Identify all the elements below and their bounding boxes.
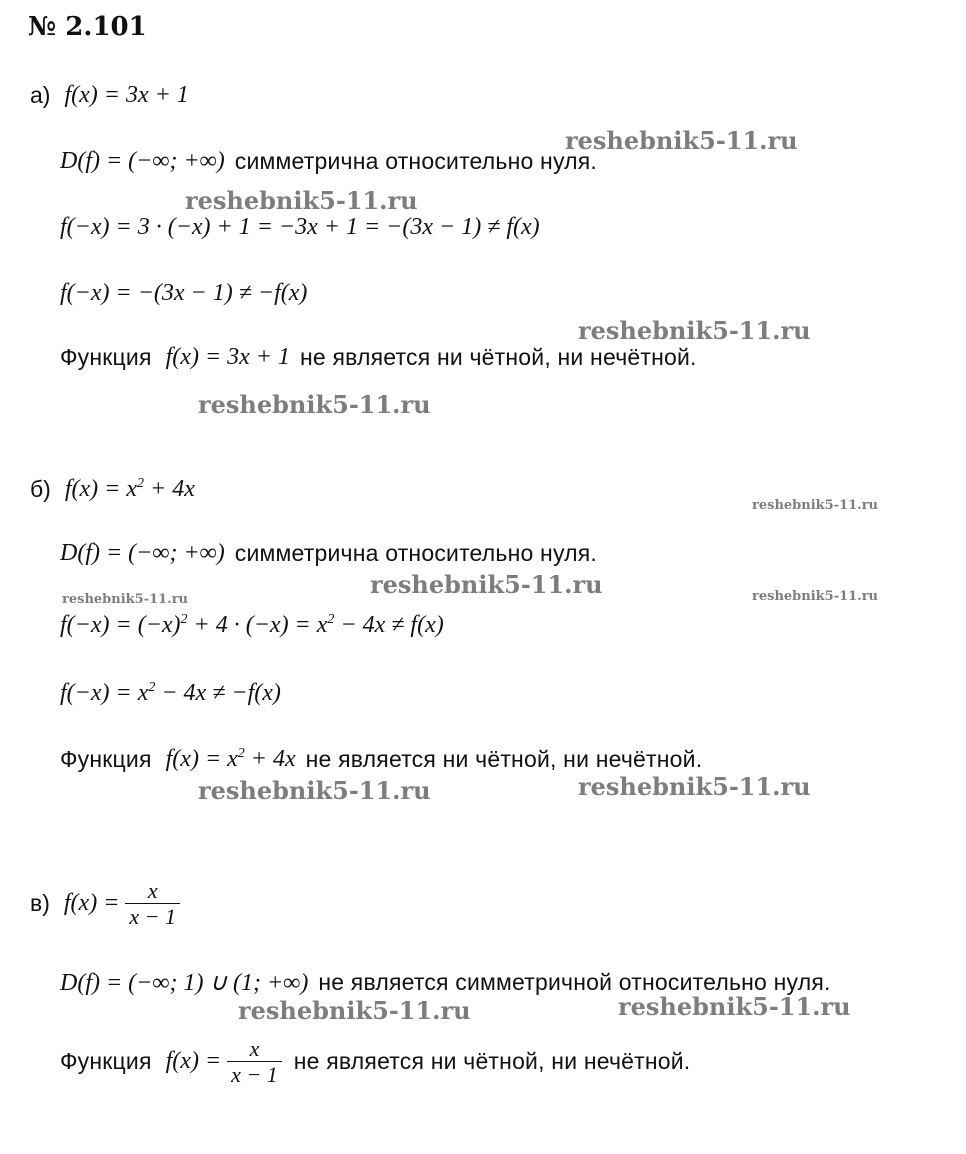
part-c-domain-text: не является симметричной относительно нуля. bbox=[318, 969, 831, 995]
part-a-concl-pre: Функция bbox=[60, 344, 152, 370]
part-a-concl-math: f(x) = 3x + 1 bbox=[165, 344, 290, 370]
watermark: reshebnik5-11.ru bbox=[198, 390, 431, 419]
part-a-label: а) bbox=[30, 82, 51, 108]
part-a-line1: f(−x) = 3 · (−x) + 1 = −3x + 1 = −(3x − 1) ≠ f(x) bbox=[60, 214, 540, 240]
part-b-line2-a: f(−x) = x bbox=[60, 680, 149, 706]
part-b-domain-math: D(f) = (−∞; +∞) bbox=[60, 540, 225, 566]
watermark: reshebnik5-11.ru bbox=[752, 589, 879, 604]
part-b-line1-a: f(−x) = (−x) bbox=[60, 612, 181, 638]
part-b-header bbox=[30, 476, 195, 503]
part-c-func-lhs: f(x) = bbox=[63, 890, 120, 917]
part-b-line1-sup: 2 bbox=[180, 612, 188, 627]
part-b-func-base: f(x) = x bbox=[64, 476, 137, 502]
part-a-domain-text: симметрична относительно нуля. bbox=[234, 148, 598, 174]
part-b-conclusion bbox=[60, 746, 702, 773]
part-b-line2 bbox=[60, 680, 281, 707]
watermark: reshebnik5-11.ru bbox=[62, 592, 189, 607]
part-b-label: б) bbox=[30, 476, 51, 502]
part-b-concl-post: не является ни чётной, ни нечётной. bbox=[305, 746, 703, 772]
part-b-line2-sup: 2 bbox=[148, 680, 156, 695]
part-c-label: в) bbox=[30, 890, 50, 917]
part-c-concl-fraction bbox=[227, 1036, 282, 1088]
part-c-fraction bbox=[125, 878, 180, 930]
part-a-function: f(x) = 3x + 1 bbox=[64, 82, 189, 108]
watermark: reshebnik5-11.ru bbox=[198, 776, 431, 805]
part-b-domain bbox=[60, 540, 597, 567]
part-c-frac-den: x − 1 bbox=[125, 903, 180, 929]
part-b-line1-c: − 4x ≠ f(x) bbox=[334, 612, 444, 638]
part-b-line1-sup2: 2 bbox=[327, 612, 335, 627]
part-c-domain-math: D(f) = (−∞; 1) ∪ (1; +∞) bbox=[60, 970, 309, 996]
watermark: reshebnik5-11.ru bbox=[578, 316, 811, 345]
watermark: reshebnik5-11.ru bbox=[618, 992, 851, 1021]
problem-number: № 2.101 bbox=[28, 12, 147, 42]
part-c-concl-post: не является ни чётной, ни нечётной. bbox=[293, 1048, 691, 1075]
part-c-concl-lhs: f(x) = bbox=[165, 1048, 222, 1075]
part-b-concl-pre: Функция bbox=[60, 746, 152, 772]
part-a-line2: f(−x) = −(3x − 1) ≠ −f(x) bbox=[60, 280, 308, 306]
part-b-domain-text: симметрична относительно нуля. bbox=[234, 540, 598, 566]
part-a-conclusion bbox=[60, 344, 697, 371]
part-b-line1-b: + 4 · (−x) = x bbox=[187, 612, 328, 638]
part-a-domain bbox=[60, 148, 597, 175]
watermark: reshebnik5-11.ru bbox=[370, 570, 603, 599]
watermark: reshebnik5-11.ru bbox=[752, 498, 879, 513]
part-c-frac-num: x bbox=[147, 878, 158, 903]
watermark: reshebnik5-11.ru bbox=[185, 186, 418, 215]
watermark: reshebnik5-11.ru bbox=[238, 996, 471, 1025]
part-a-concl-post: не является ни чётной, ни нечётной. bbox=[300, 344, 697, 370]
part-b-line1 bbox=[60, 612, 444, 639]
part-c-concl-den: x − 1 bbox=[227, 1061, 282, 1087]
part-c-header bbox=[30, 878, 180, 930]
part-b-func-sup: 2 bbox=[137, 476, 144, 491]
part-b-concl-math-b: + 4x bbox=[244, 746, 296, 772]
watermark: reshebnik5-11.ru bbox=[578, 772, 811, 801]
part-b-func-tail: + 4x bbox=[144, 476, 195, 502]
part-c-conclusion bbox=[60, 1036, 690, 1088]
part-c-concl-num: x bbox=[249, 1036, 260, 1061]
part-b-line2-b: − 4x ≠ −f(x) bbox=[155, 680, 281, 706]
part-a-header bbox=[30, 82, 189, 109]
part-b-function bbox=[65, 476, 195, 503]
part-a-domain-math: D(f) = (−∞; +∞) bbox=[60, 148, 225, 174]
part-b-concl-math-a: f(x) = x bbox=[165, 746, 238, 772]
part-b-concl-math bbox=[166, 746, 296, 773]
watermark: reshebnik5-11.ru bbox=[565, 126, 798, 155]
part-b-concl-sup: 2 bbox=[237, 746, 245, 761]
part-c-concl-pre: Функция bbox=[60, 1048, 152, 1075]
